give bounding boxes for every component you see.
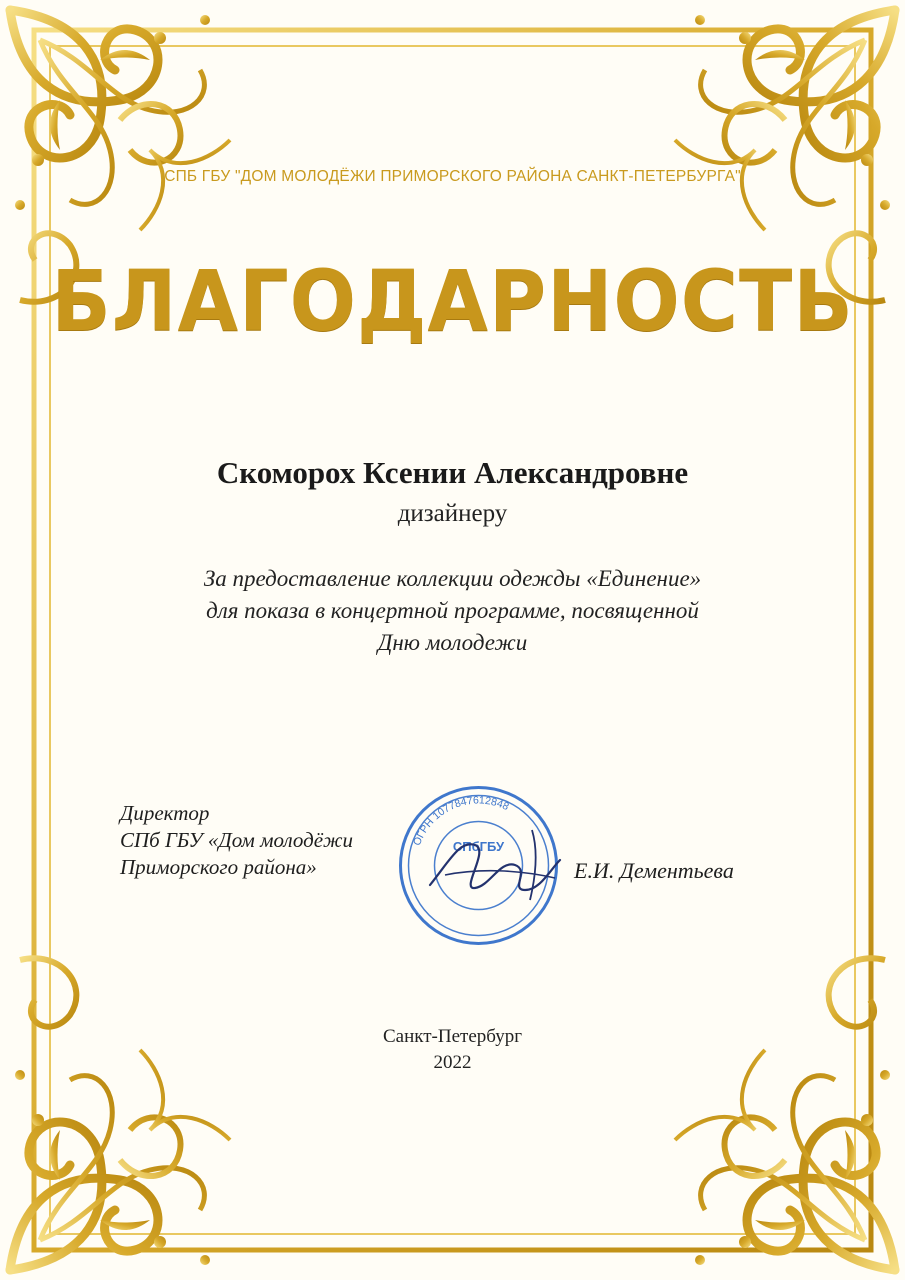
stamp-ogrn: ОГРН 1077847612848 xyxy=(411,794,511,848)
reason-line: Дню молодежи xyxy=(377,630,528,655)
stamp-center: СПбГБУ xyxy=(452,839,505,854)
place: Санкт-Петербург xyxy=(382,1026,522,1047)
signatory-line: СПб ГБУ «Дом молодёжи xyxy=(120,828,354,852)
signatory-title xyxy=(120,800,353,881)
director-name: Е.И. Дементьева xyxy=(574,858,734,883)
handwritten-signature xyxy=(420,820,570,910)
recipient-role: дизайнеру xyxy=(397,500,508,527)
signatory-line: Приморского района» xyxy=(120,855,317,879)
reason-line: За предоставление коллекции одежды «Единение» xyxy=(203,566,702,591)
recipient-name: Скоморох Ксении Александровне xyxy=(216,455,689,490)
reason-line: для показа в концертной программе, посвященной xyxy=(206,598,699,623)
organization-header: СПБ ГБУ "ДОМ МОЛОДЁЖИ ПРИМОРСКОГО РАЙОНА САНКТ-ПЕТЕРБУРГА" xyxy=(164,168,741,185)
certificate-title: БЛАГОДАРНОСТЬ xyxy=(51,252,854,350)
year: 2022 xyxy=(433,1052,472,1073)
signatory-line: Директор xyxy=(120,801,210,825)
gratitude-reason xyxy=(0,563,905,659)
